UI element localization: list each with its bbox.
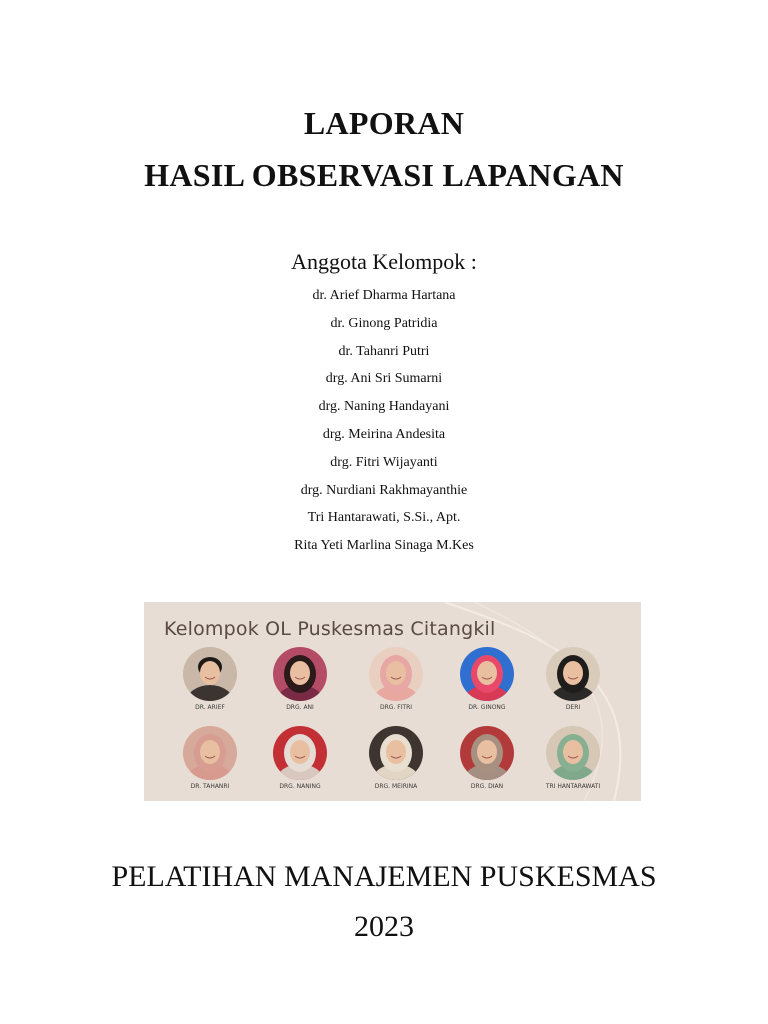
portrait-circle xyxy=(183,647,237,701)
portrait-circle xyxy=(273,647,327,701)
member-list xyxy=(0,286,768,564)
portrait-circle xyxy=(183,726,237,780)
member-portrait xyxy=(183,647,237,701)
portrait-label: DR. TAHANRI xyxy=(190,783,230,790)
portrait-circle xyxy=(273,726,327,780)
portrait-circle xyxy=(369,647,423,701)
member-item: Tri Hantarawati, S.Si., Apt. xyxy=(307,510,461,526)
portrait-label: DRG. MEIRINA xyxy=(374,783,418,790)
portrait-circle xyxy=(546,647,600,701)
portrait-label: DERI xyxy=(565,704,581,711)
portrait-circle xyxy=(460,726,514,780)
member-item: dr. Ginong Patridia xyxy=(330,315,438,331)
member-item: drg. Nurdiani Rakhmayanthie xyxy=(300,482,468,498)
member-item: dr. Arief Dharma Hartana xyxy=(312,288,456,303)
portrait-circle xyxy=(460,647,514,701)
member-item: Rita Yeti Marlina Sinaga M.Kes xyxy=(294,538,474,554)
portrait-label: DRG. FITRI xyxy=(379,704,413,711)
member-item: drg. Naning Handayani xyxy=(318,399,450,415)
member-portrait xyxy=(369,647,423,701)
member-portrait xyxy=(369,726,423,780)
group-photo xyxy=(144,602,641,801)
portrait-label: DRG. NANING xyxy=(279,783,321,790)
portrait-label: DRG. DIAN xyxy=(470,783,504,790)
member-portrait xyxy=(273,726,327,780)
member-portrait xyxy=(460,726,514,780)
portrait-label: DRG. ANI xyxy=(286,704,314,711)
portrait-label: DR. GINONG xyxy=(468,704,506,711)
portrait-circle xyxy=(369,726,423,780)
report-title-line2: HASIL OBSERVASI LAPANGAN xyxy=(144,157,624,193)
banner-title: Kelompok OL Puskesmas Citangkil xyxy=(164,618,496,640)
member-item: dr. Tahanri Putri xyxy=(338,343,430,359)
member-portrait xyxy=(546,647,600,701)
member-item: drg. Ani Sri Sumarni xyxy=(325,371,443,387)
report-title-line1: LAPORAN xyxy=(303,105,465,141)
members-heading: Anggota Kelompok : xyxy=(291,249,477,274)
member-item: drg. Fitri Wijayanti xyxy=(330,454,438,470)
member-portrait xyxy=(546,726,600,780)
training-title: PELATIHAN MANAJEMEN PUSKESMAS xyxy=(111,860,657,893)
portrait-label: TRI HANTARAWATI xyxy=(545,783,601,790)
member-item: drg. Meirina Andesita xyxy=(322,426,446,442)
portrait-label: DR. ARIEF xyxy=(195,704,225,711)
training-year: 2023 xyxy=(354,910,414,943)
portrait-circle xyxy=(546,726,600,780)
member-portrait xyxy=(460,647,514,701)
member-portrait xyxy=(273,647,327,701)
member-portrait xyxy=(183,726,237,780)
